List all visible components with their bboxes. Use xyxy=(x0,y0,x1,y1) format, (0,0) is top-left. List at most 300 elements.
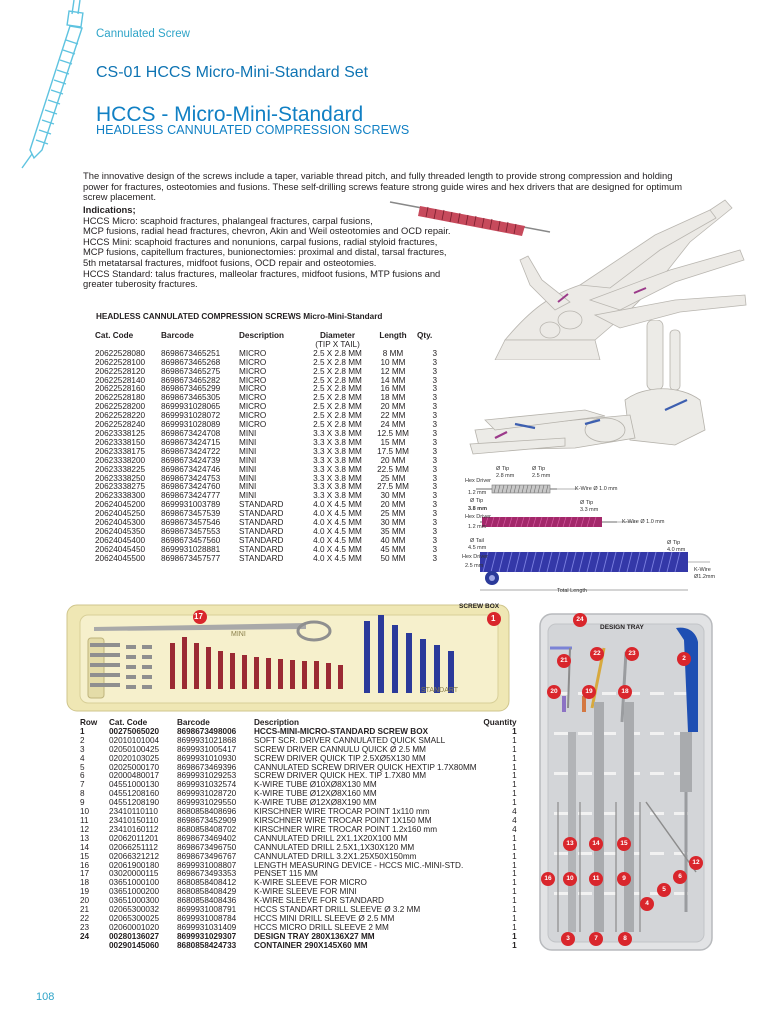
table-cell: 8699931032574 xyxy=(177,780,237,790)
table-cell: 2.5 X 2.8 MM xyxy=(313,402,362,412)
table-cell: 1 xyxy=(512,735,517,745)
table-cell: 16 MM xyxy=(380,384,406,394)
table-cell: 3 xyxy=(432,509,437,519)
table-cell: MICRO xyxy=(239,402,267,412)
table-cell: 1 xyxy=(512,931,517,941)
table-cell: 24 MM xyxy=(380,420,406,430)
label-tip-28-val: 2.8 mm xyxy=(496,473,515,479)
table-cell: 8698673424760 xyxy=(161,482,221,492)
table-cell: 8699931028089 xyxy=(161,420,221,430)
table-cell: 13 xyxy=(80,833,90,843)
table-cell: K-WIRE SLEEVE FOR STANDARD xyxy=(254,896,384,906)
table-cell: 1 xyxy=(512,860,517,870)
table-cell: 03651000200 xyxy=(109,887,160,897)
label-tip-38-val: 3.8 mm xyxy=(468,506,487,512)
table-cell: 30 MM xyxy=(380,518,406,528)
table-cell: 16 xyxy=(80,860,90,870)
table-cell: 8699931028720 xyxy=(177,789,237,799)
table-cell: 24 xyxy=(80,931,90,941)
table-cell: 2.5 X 2.8 MM xyxy=(313,357,362,367)
table-row xyxy=(95,555,437,564)
table-cell: 8680858408696 xyxy=(177,807,237,817)
table-cell: 8 MM xyxy=(382,348,404,358)
screw-box-mini-label: MINI xyxy=(231,631,246,638)
table-cell: 02060001020 xyxy=(109,922,160,932)
table-cell: 3 xyxy=(432,348,437,358)
tray-badge: 22 xyxy=(593,650,601,657)
screw-size-diagram xyxy=(462,466,762,598)
table-cell: KIRSCHNER WIRE TROCAR POINT 1.2x160 mm xyxy=(254,824,438,834)
col-header-length: Length xyxy=(379,331,407,340)
table1-caption: HEADLESS CANNULATED COMPRESSION SCREWS Micro-Mini-Standard xyxy=(96,312,383,321)
table-cell: 8699931008784 xyxy=(177,913,237,923)
tray-badge: 16 xyxy=(544,875,552,882)
tray-badge: 8 xyxy=(623,935,627,942)
tray-badge: 21 xyxy=(560,657,568,664)
table-cell: 20623338275 xyxy=(95,482,146,492)
table-cell: 1 xyxy=(512,726,517,736)
table-cell: 1 xyxy=(512,905,517,915)
table-cell: 3.3 X 3.8 MM xyxy=(313,473,362,483)
table-cell: MICRO xyxy=(239,348,267,358)
tray-badge: 13 xyxy=(566,840,574,847)
table-cell: CONTAINER 290X145X60 MM xyxy=(254,940,368,950)
table-cell: 8699931021868 xyxy=(177,735,237,745)
tray-badge: 9 xyxy=(622,875,626,882)
table-cell: 03651000300 xyxy=(109,896,160,906)
table-cell: 3.3 X 3.8 MM xyxy=(313,437,362,447)
table-cell: 8698673424753 xyxy=(161,473,221,483)
table-cell: 8698673457539 xyxy=(161,509,221,519)
tray-badge: 11 xyxy=(592,875,600,882)
design-tray-label: DESIGN TRAY xyxy=(600,624,644,631)
table-cell: 20623338175 xyxy=(95,446,146,456)
table-cell: 00290145060 xyxy=(109,940,160,950)
table-cell: 3.3 X 3.8 MM xyxy=(313,428,362,438)
table-cell: 8698673465305 xyxy=(161,393,221,403)
table-cell: 1 xyxy=(512,789,517,799)
table-cell: MINI xyxy=(239,464,257,474)
design-tray-image xyxy=(538,612,714,952)
table-cell: 3.3 X 3.8 MM xyxy=(313,482,362,492)
table-cell: 20622528120 xyxy=(95,366,146,376)
label-tip-28: Ø Tip xyxy=(496,466,510,472)
table-cell: 3 xyxy=(432,366,437,376)
table-cell: 2.5 X 2.8 MM xyxy=(313,411,362,421)
indication-line: HCCS Micro: scaphoid fractures, phalangeal fractures, carpal fusions, xyxy=(83,214,373,226)
col-header-description: Description xyxy=(254,718,300,727)
section-title: Cannulated Screw xyxy=(96,28,190,40)
table-cell: K-WIRE TUBE Ø12XØ8X190 MM xyxy=(254,798,377,808)
table-cell: SCREW DRIVER CANNULU QUICK Ø 2.5 MM xyxy=(254,744,426,754)
table-cell: 20623338300 xyxy=(95,491,146,501)
table-cell: 35 MM xyxy=(380,526,406,536)
table-cell: 8698673465251 xyxy=(161,348,221,358)
table-cell: 8698673465299 xyxy=(161,384,221,394)
table-cell: 23 xyxy=(80,922,90,932)
table-cell: HCCS MINI DRILL SLEEVE Ø 2.5 MM xyxy=(254,913,395,923)
table-cell: 8698673469402 xyxy=(177,833,237,843)
table-cell: 3 xyxy=(432,473,437,483)
table-cell: CANNULATED SCREW DRIVER QUICK HEXTIP 1.7X80MM xyxy=(254,762,477,772)
table-cell: 8699931031409 xyxy=(177,922,237,932)
table-cell: 03020000115 xyxy=(109,869,159,879)
screw-box-image xyxy=(66,603,510,713)
col-header-diameter: Diameter (TIP X TAIL) xyxy=(315,331,360,349)
table-cell: STANDARD xyxy=(239,535,284,545)
foot-xray-image xyxy=(455,320,765,470)
table-cell: 3 xyxy=(432,402,437,412)
table-cell: K-WIRE TUBE Ø12XØ8X160 MM xyxy=(254,789,377,799)
table-cell: 8699931010930 xyxy=(177,753,237,763)
table-cell: STANDARD xyxy=(239,500,284,510)
screw-box-badge-1: 1 xyxy=(491,614,496,623)
table-cell: MINI xyxy=(239,428,257,438)
table-cell: 20623338125 xyxy=(95,428,146,438)
table-cell: 8698673452909 xyxy=(177,815,237,825)
label-tail-45: Ø Tail xyxy=(470,538,484,544)
table-cell: 1 xyxy=(512,851,517,861)
col-header-quantity: Quantity xyxy=(483,718,517,727)
table-cell: SCREW DRIVER QUICK HEX. TIP 1.7X80 MM xyxy=(254,771,427,781)
table-cell: 20624045200 xyxy=(95,500,146,510)
tray-badge: 20 xyxy=(550,688,558,695)
table-cell: 4.0 X 4.5 MM xyxy=(313,509,362,519)
table-cell: 8698673424746 xyxy=(161,464,221,474)
table-cell: MICRO xyxy=(239,420,267,430)
table-cell: 23410160112 xyxy=(109,824,159,834)
tray-badge: 18 xyxy=(621,688,629,695)
table-cell: 1 xyxy=(512,842,517,852)
table-cell: 8699931008791 xyxy=(177,905,237,915)
screw-icon xyxy=(8,0,88,170)
tray-badge: 2 xyxy=(682,655,686,662)
table-cell: 1 xyxy=(512,887,517,897)
table-cell: 20624045350 xyxy=(95,526,146,536)
indication-line: 5th metatarsal fractures, midfoot fusions, OCD repair and osteotomies. xyxy=(83,256,377,268)
table-cell: 8698673496750 xyxy=(177,842,237,852)
table-cell: 8699931008807 xyxy=(177,860,237,870)
table-cell: 3.3 X 3.8 MM xyxy=(313,464,362,474)
table-cell: 3.3 X 3.8 MM xyxy=(313,491,362,501)
table-cell: 3 xyxy=(432,482,437,492)
label-hex-driver-1-val: 1.2 mm xyxy=(468,490,487,496)
table-cell: 10 xyxy=(80,807,90,817)
table-cell: 22 MM xyxy=(380,411,406,421)
table-cell: 03651000100 xyxy=(109,878,160,888)
table-cell: HCCS-MINI-MICRO-STANDARD SCREW BOX xyxy=(254,726,429,736)
col-header-cat-code: Cat. Code xyxy=(95,331,134,340)
table-cell: 4 xyxy=(80,753,85,763)
table-cell: 8698673469396 xyxy=(177,762,237,772)
table-cell: 8699931028072 xyxy=(161,411,221,421)
table-cell: 3 xyxy=(432,455,437,465)
col-header-cat-code: Cat. Code xyxy=(109,718,148,727)
label-tip-33-val: 3.3 mm xyxy=(580,507,599,513)
table-cell: 1 xyxy=(512,869,517,879)
label-tip-33: Ø Tip xyxy=(580,500,594,506)
label-kwire-2: K-Wire Ø 1.0 mm xyxy=(622,519,665,525)
table-cell: 8 xyxy=(80,789,85,799)
tray-badge: 7 xyxy=(594,935,598,942)
tray-badge: 23 xyxy=(628,650,636,657)
table-cell: HCCS MICRO DRILL SLEEVE 2 MM xyxy=(254,922,389,932)
table-cell: 12 xyxy=(80,824,90,834)
table-cell: 2.5 X 2.8 MM xyxy=(313,384,362,394)
table-cell: 8698673465282 xyxy=(161,375,221,385)
table-cell: KIRSCHNER WIRE TROCAR POINT 1x110 mm xyxy=(254,807,430,817)
table-cell: 20 MM xyxy=(380,402,406,412)
table-cell: 45 MM xyxy=(380,544,406,554)
table-cell: 50 MM xyxy=(380,553,406,563)
table-cell: 04551208160 xyxy=(109,789,160,799)
table-cell: 20622528200 xyxy=(95,402,146,412)
table-cell: MINI xyxy=(239,437,257,447)
table-cell: 18 MM xyxy=(380,393,406,403)
table-cell: MINI xyxy=(239,446,257,456)
label-kwire-3-val: Ø1.2mm xyxy=(694,574,716,580)
table-cell: 3 xyxy=(432,464,437,474)
table-cell: 8698673424777 xyxy=(161,491,221,501)
table-cell: 3 xyxy=(432,446,437,456)
table-cell: 20 MM xyxy=(380,500,406,510)
table-cell: 4.0 X 4.5 MM xyxy=(313,518,362,528)
table-cell: 3 xyxy=(432,535,437,545)
col-header-barcode: Barcode xyxy=(177,718,210,727)
table-cell: MICRO xyxy=(239,384,267,394)
label-tip-40-val: 4.0 mm xyxy=(667,547,686,553)
table-cell: 8698673496767 xyxy=(177,851,237,861)
table-cell: 20622528160 xyxy=(95,384,146,394)
tray-badge: 4 xyxy=(645,900,649,907)
table-cell: 1 xyxy=(512,771,517,781)
table-cell: 1 xyxy=(512,896,517,906)
label-hex-driver-2-val: 1.2 mm xyxy=(468,524,487,530)
table-cell: PENSET 115 MM xyxy=(254,869,318,879)
label-kwire-3: K-Wire xyxy=(694,567,711,573)
table-cell: 02061900180 xyxy=(109,860,160,870)
table-cell: 02050100425 xyxy=(109,744,160,754)
indication-line: MCP fusions, capitellum fractures, bunionectomies: proximal and distal, tarsal fractures, xyxy=(83,246,447,258)
page-number: 108 xyxy=(36,991,55,1003)
table-cell: 4.0 X 4.5 MM xyxy=(313,544,362,554)
indications-label: Indications; xyxy=(83,204,136,215)
table-cell: 11 xyxy=(80,815,89,825)
table-cell: 8698673493353 xyxy=(177,869,237,879)
table-cell: 4 xyxy=(512,807,517,817)
tray-badge: 14 xyxy=(592,840,600,847)
table-cell: 27.5 MM xyxy=(377,482,409,492)
label-hex-driver-2: Hex Driver xyxy=(465,514,491,520)
table-cell: K-WIRE TUBE Ø10XØ8X130 MM xyxy=(254,780,377,790)
table-cell: MICRO xyxy=(239,375,267,385)
col-header-row: Row xyxy=(80,718,98,727)
table-cell: MINI xyxy=(239,491,257,501)
page-subtitle: HEADLESS CANNULATED COMPRESSION SCREWS xyxy=(96,123,410,137)
kit-contents-table xyxy=(80,719,517,951)
table-cell: 8699931005417 xyxy=(177,744,237,754)
table-cell: STANDARD xyxy=(239,526,284,536)
table-cell: MICRO xyxy=(239,411,267,421)
table-cell: 17.5 MM xyxy=(377,446,409,456)
table-cell: 3 xyxy=(432,491,437,501)
table-cell: 8698673457553 xyxy=(161,526,221,536)
screw-box-badge-17: 17 xyxy=(194,612,203,621)
table-cell xyxy=(80,942,109,951)
diameter-subheader: (TIP X TAIL) xyxy=(315,339,360,349)
table-cell: 00280136027 xyxy=(109,931,160,941)
table-cell: 20 MM xyxy=(380,455,406,465)
table-cell: 3 xyxy=(80,744,85,754)
table-cell: 4 xyxy=(512,815,517,825)
table-cell: KIRSCHNER WIRE TROCAR POINT 1X150 MM xyxy=(254,815,432,825)
tray-badge: 12 xyxy=(692,859,700,866)
table-cell: STANDARD xyxy=(239,509,284,519)
table-cell: 18 xyxy=(80,878,90,888)
table-cell: 14 MM xyxy=(380,375,406,385)
table-cell: 02065300032 xyxy=(109,905,160,915)
label-hex-driver-3: Hex Driver xyxy=(462,554,488,560)
table-cell: 02010101004 xyxy=(109,735,160,745)
tray-badge: 15 xyxy=(620,840,628,847)
table-cell: 4.0 X 4.5 MM xyxy=(313,535,362,545)
table-cell: 1 xyxy=(512,753,517,763)
table-cell: 1 xyxy=(512,878,517,888)
table-cell: 8698673457577 xyxy=(161,553,221,563)
table-cell: 21 xyxy=(80,905,90,915)
table-cell: 3 xyxy=(432,420,437,430)
table-cell: HCCS STANDART DRILL SLEEVE Ø 3.2 MM xyxy=(254,905,421,915)
tray-badge: 19 xyxy=(585,688,593,695)
table-cell: 20622528100 xyxy=(95,357,146,367)
table-cell: 17 xyxy=(80,869,90,879)
table-cell: 2.5 X 2.8 MM xyxy=(313,348,362,358)
table-cell: 1 xyxy=(512,833,517,843)
table-cell: 20622528180 xyxy=(95,393,146,403)
table-cell: 8698673465275 xyxy=(161,366,221,376)
table-cell: 7 xyxy=(80,780,85,790)
table-cell: LENGTH MEASURING DEVICE - HCCS MIC.-MINI-STD. xyxy=(254,860,464,870)
table-cell: 3.3 X 3.8 MM xyxy=(313,455,362,465)
table-cell: 3 xyxy=(432,544,437,554)
tray-badge: 24 xyxy=(576,616,584,623)
label-tip-25-val: 2.5 mm xyxy=(532,473,551,479)
table-cell: 8698673424739 xyxy=(161,455,221,465)
tray-badge: 3 xyxy=(566,935,570,942)
table-cell: 20623338250 xyxy=(95,473,146,483)
table-cell: 23410110110 xyxy=(109,807,158,817)
table-cell: K-WIRE SLEEVE FOR MINI xyxy=(254,887,357,897)
table-cell: 3.3 X 3.8 MM xyxy=(313,446,362,456)
table-cell: DESIGN TRAY 280X136X27 MM xyxy=(254,931,375,941)
indication-line: greater tuberosity fractures. xyxy=(83,278,198,290)
table-cell: 20624045250 xyxy=(95,509,146,519)
page-title: HCCS - Micro-Mini-Standard xyxy=(96,103,364,126)
table-cell: 02000480017 xyxy=(109,771,160,781)
label-hex-driver-3-val: 2.5 mm xyxy=(465,563,484,569)
table-cell: 20622528220 xyxy=(95,411,146,421)
table-cell: 40 MM xyxy=(380,535,406,545)
table-cell: 1 xyxy=(512,780,517,790)
table-cell: 1 xyxy=(512,798,517,808)
table-cell: 8699931003789 xyxy=(161,500,221,510)
table-cell: 8699931029307 xyxy=(177,931,237,941)
table-cell: 1 xyxy=(512,762,517,772)
table-cell: CANNULATED DRILL 2X1.1X20X100 MM xyxy=(254,833,408,843)
table-cell: 3 xyxy=(432,375,437,385)
table-cell: 14 xyxy=(80,842,90,852)
table-cell: 15 MM xyxy=(380,437,406,447)
table-cell: 1 xyxy=(512,940,517,950)
table-cell: 2.5 X 2.8 MM xyxy=(313,420,362,430)
table-cell: 15 xyxy=(80,851,90,861)
table-cell: 3 xyxy=(432,411,437,421)
table-cell: 19 xyxy=(80,887,90,897)
table-cell: 12 MM xyxy=(380,366,406,376)
table-cell: 20622528240 xyxy=(95,420,146,430)
table-cell: 1 xyxy=(512,913,517,923)
table-cell: CANNULATED DRILL 3.2X1.25X50X150mm xyxy=(254,851,417,861)
table-cell: 3 xyxy=(432,518,437,528)
label-tip-25: Ø Tip xyxy=(532,466,546,472)
intro-paragraph: The innovative design of the screws include a taper, variable thread pitch, and fully threaded length to provide strong compression and holding power for fractures, osteotomies and fusions. These self-drilling screws feature strong guide wires and hex drivers that are designed for optimum screw placement. xyxy=(83,170,683,203)
set-name: CS-01 HCCS Micro-Mini-Standard Set xyxy=(96,64,369,81)
table-cell: 8680858408429 xyxy=(177,887,237,897)
table-cell: 25 MM xyxy=(380,509,406,519)
table-cell: 4.0 X 4.5 MM xyxy=(313,500,362,510)
table-cell: 1 xyxy=(512,744,517,754)
table-cell: 1 xyxy=(512,922,517,932)
table-cell: 8698673424722 xyxy=(161,446,221,456)
table-cell: 02025000170 xyxy=(109,762,160,772)
table-cell: 20623338225 xyxy=(95,464,146,474)
table-cell: 10 MM xyxy=(380,357,406,367)
table-cell: 2.5 X 2.8 MM xyxy=(313,393,362,403)
table-cell: MICRO xyxy=(239,366,267,376)
tray-badge: 5 xyxy=(662,886,666,893)
table-cell: 3 xyxy=(432,357,437,367)
table-cell: 8698673457546 xyxy=(161,518,221,528)
screw-box-label: SCREW BOX xyxy=(459,603,500,610)
table-cell: 4.0 X 4.5 MM xyxy=(313,526,362,536)
table-cell: STANDARD xyxy=(239,553,284,563)
table-cell: MINI xyxy=(239,455,257,465)
table-cell: 1 xyxy=(80,726,85,736)
table-cell: K-WIRE SLEEVE FOR MICRO xyxy=(254,878,367,888)
label-kwire-1: K-Wire Ø 1.0 mm xyxy=(575,486,618,492)
table-cell: 8698673424715 xyxy=(161,437,221,447)
table-cell: STANDARD xyxy=(239,518,284,528)
table-cell: 02066321212 xyxy=(109,851,160,861)
table-cell: 22 xyxy=(80,913,90,923)
label-tip-40: Ø Tip xyxy=(667,540,681,546)
table-cell: 12.5 MM xyxy=(377,428,409,438)
table-cell: SOFT SCR. DRIVER CANNULATED QUICK SMALL xyxy=(254,735,446,745)
table-cell: MICRO xyxy=(239,393,267,403)
table-cell: 4 xyxy=(512,824,517,834)
table-cell: CANNULATED DRILL 2.5X1,1X30X120 MM xyxy=(254,842,415,852)
table-cell: 00275065020 xyxy=(109,726,160,736)
screw-box-standart-label: STANDART xyxy=(421,687,459,694)
table-cell: 3 xyxy=(432,428,437,438)
table-cell: 20623338200 xyxy=(95,455,146,465)
table-cell: 6 xyxy=(80,771,85,781)
table-cell: 04551000130 xyxy=(109,780,160,790)
table-cell: 04551208190 xyxy=(109,798,160,808)
table-cell: MINI xyxy=(239,473,257,483)
indication-line: HCCS Mini: scaphoid fractures and nonunions, carpal fusions, radial styloid fractures, xyxy=(83,235,438,247)
table-cell: 20624045450 xyxy=(95,544,146,554)
